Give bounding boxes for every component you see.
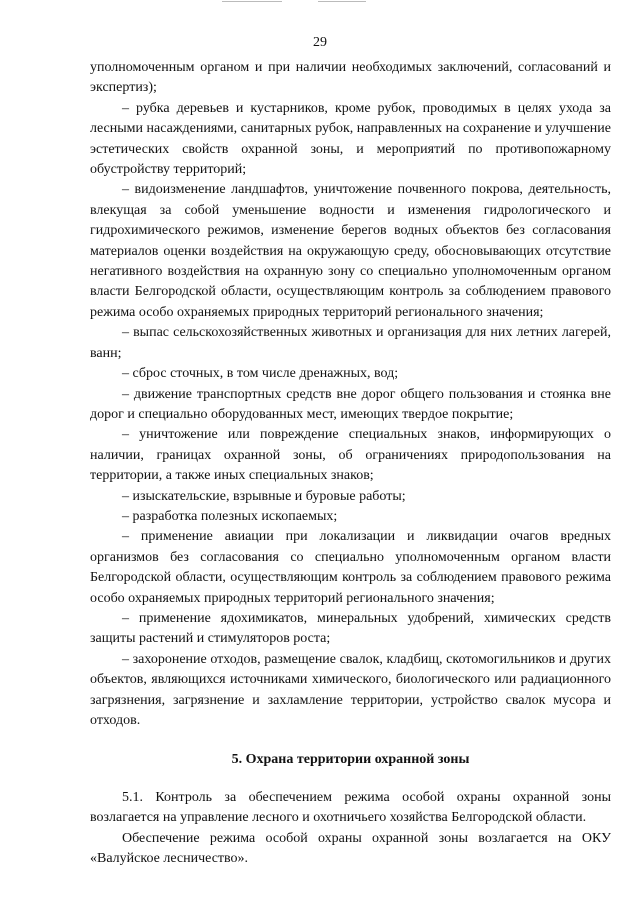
- list-item: – сброс сточных, в том числе дренажных, вод;: [122, 366, 399, 382]
- section-heading: 5. Охрана территории охранной зоны: [231, 752, 470, 768]
- list-item: – разработка полезных ископаемых;: [122, 508, 338, 524]
- list-item: – применение ядохимикатов, минеральных удобрений, химических средств защиты растений и стимуляторов роста;: [90, 610, 611, 647]
- list-item: – рубка деревьев и кустарников, кроме рубок, проводимых в целях ухода за лесными насаждениями, санитарных рубок, направленных на сохранение и улучшение эстетических свойств охранной зоны, и мероприятий по противопожарному обустройству территорий;: [90, 100, 611, 178]
- list-item: – изыскательские, взрывные и буровые работы;: [122, 488, 406, 504]
- list-item: – движение транспортных средств вне дорог общего пользования и стоянка вне дорог и специально оборудованных мест, имеющих твердое покрытие;: [90, 386, 611, 422]
- list-item: – видоизменение ландшафтов, уничтожение почвенного покрова, деятельность, влекущая за собой уменьшение водности и изменения гидрологического и гидрохимического режимов, изменение берегов водных объектов без согласования материалов оценки воздействия на окружающую среду, обосновывающих отсутствие негативного воздействия на охранную зону со специально уполномоченным органом власти Белгородской области, осуществляющим контроль за соблюдением правового режима особо охраняемых природных территорий регионального значения;: [90, 182, 611, 320]
- paragraph: уполномоченным органом и при наличии необходимых заключений, согласований и экспертиз);: [90, 60, 611, 96]
- page-number: 29: [313, 35, 327, 50]
- section-paragraph: 5.1. Контроль за обеспечением режима особой охраны охранной зоны возлагается на управление лесного и охотничьего хозяйства Белгородской области.: [90, 789, 611, 826]
- section-paragraph: Обеспечение режима особой охраны охранной зоны возлагается на ОКУ «Валуйское лесничество».: [90, 830, 611, 867]
- list-item: – применение авиации при локализации и ликвидации очагов вредных организмов без согласования со специально уполномоченным органом власти Белгородской области, осуществляющим контроль за соблюдением правового режима особо охраняемых природных территорий регионального значения;: [90, 529, 611, 606]
- list-item: – выпас сельскохозяйственных животных и организация для них летних лагерей, ванн;: [90, 325, 611, 361]
- document-body: [90, 58, 611, 869]
- scan-top-marks: [0, 0, 640, 6]
- list-item: – захоронение отходов, размещение свалок, кладбищ, скотомогильников и других объектов, являющихся источниками химического, биологического или радиационного загрязнения, загрязнение и захламление территории, устройство свалок мусора и отходов.: [90, 651, 611, 728]
- list-item: – уничтожение или повреждение специальных знаков, информирующих о наличии, границах охранной зоны, об ограничениях природопользования на территории, а также иных специальных знаков;: [90, 427, 611, 484]
